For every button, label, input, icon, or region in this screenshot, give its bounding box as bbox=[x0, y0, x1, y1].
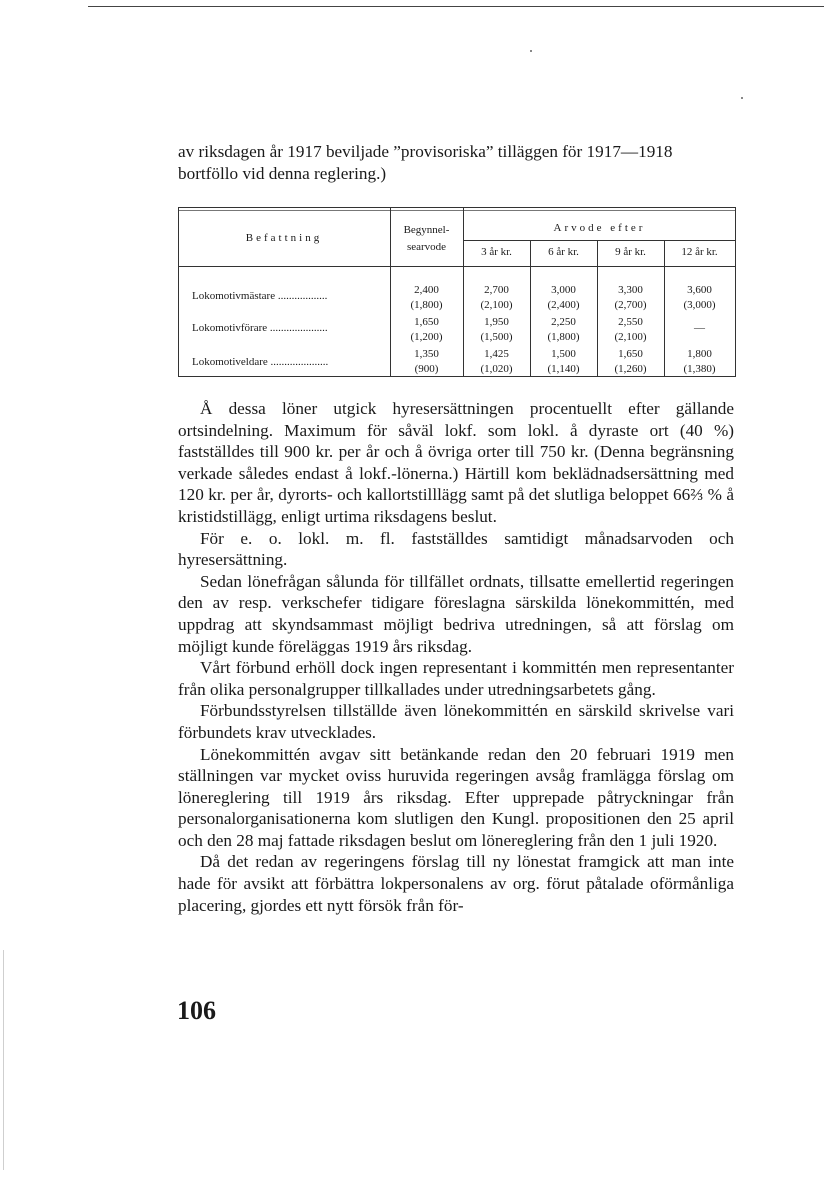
paragraph: Sedan lönefrågan sålunda för tillfället ordnats, tillsatte emellertid regeringen den av resp. verkschefer tidigare föreslagna särskilda lönekommittén, med uppdrag att skyndsammast möjligt bedriva utredningen, så att förslag om möjligt kunde föreläggas 1919 års riksdag. bbox=[178, 571, 734, 656]
cell: 1,800 (1,380) bbox=[683, 348, 716, 375]
row-label-lokomotivforare: Lokomotivförare ..................... bbox=[192, 322, 328, 334]
header-arvode-efter: Arvode efter bbox=[553, 222, 646, 234]
header-begynnel-line2: searvode bbox=[406, 241, 447, 253]
speck bbox=[530, 50, 532, 52]
subheader-9: 9 år kr. bbox=[615, 246, 646, 258]
cell: 2,550 (2,100) bbox=[614, 316, 647, 343]
intro-line: bortföllo vid denna reglering.) bbox=[178, 164, 387, 183]
cell: — bbox=[694, 322, 705, 334]
paragraph: Då det redan av regeringens förslag till ny lönestat framgick att man inte hade för avsikt att förbättra lokpersonalens av org. förut påtalade oförmånliga placering, gjordes ett nytt försök från för- bbox=[178, 852, 734, 915]
cell: 3,300 (2,700) bbox=[614, 284, 647, 311]
table-top-rule bbox=[178, 207, 736, 208]
row-label-lokomotiveldare: Lokomotiveldare ..................... bbox=[192, 356, 329, 368]
header-begynnel-line1: Begynnel- bbox=[403, 224, 450, 236]
cell: 1,650 (1,200) bbox=[410, 316, 443, 343]
header-befattning: Befattning bbox=[245, 232, 323, 244]
cell: 1,500 (1,140) bbox=[547, 348, 580, 375]
page-edge-mark bbox=[3, 950, 4, 1170]
cell: 2,250 (1,800) bbox=[547, 316, 580, 343]
subheader-12: 12 år kr. bbox=[681, 246, 718, 258]
arvode-header-rule bbox=[463, 240, 736, 241]
paragraph: Lönekommittén avgav sitt betänkande redan den 20 februari 1919 men ställningen var mycket oviss huruvida regeringen avsåg framlägga förslag om lönereglering till 1919 års riksdag. Efter upprepade påtryckningar från personalorganisationerna kom slutligen den Kungl. propositionen den 25 april och den 28 maj fattade riksdagen beslut om lönereglering från den 1 juli 1920. bbox=[178, 744, 734, 850]
paragraph: Å dessa löner utgick hyresersättningen procentuellt efter gällande ortsindelning. Maximum för såväl lokf. som lokl. å dyraste ort (40 %) fastställdes till 900 kr. per år och å övriga orter till 750 kr. (Denna begränsning verkade således endast å lokf.-lönerna.) Härtill kom beklädnadsersättning med 120 kr. per år, dyrorts- och kallortstilllägg samt på det slutliga beloppet 66⅔ % å kristidstillägg, enligt urtima riksdagens beslut. bbox=[178, 399, 734, 526]
intro-line: av riksdagen år 1917 beviljade ”provisoriska” tilläggen för 1917—1918 bbox=[178, 142, 673, 161]
top-border-line bbox=[88, 6, 824, 7]
cell: 2,400 (1,800) bbox=[410, 284, 443, 311]
table-top-rule-double bbox=[178, 210, 736, 211]
salary-table bbox=[178, 204, 736, 378]
cell: 3,600 (3,000) bbox=[683, 284, 716, 311]
body-text bbox=[178, 398, 734, 916]
intro-text bbox=[178, 141, 738, 185]
cell: 1,950 (1,500) bbox=[480, 316, 513, 343]
header-bottom-rule bbox=[178, 266, 736, 267]
cell: 1,650 (1,260) bbox=[614, 348, 647, 375]
row-label-lokomotivmastare: Lokomotivmästare .................. bbox=[192, 290, 328, 302]
speck bbox=[741, 97, 743, 99]
cell: 1,350 (900) bbox=[414, 348, 439, 375]
subheader-3: 3 år kr. bbox=[481, 246, 512, 258]
cell: 1,425 (1,020) bbox=[480, 348, 513, 375]
cell: 2,700 (2,100) bbox=[480, 284, 513, 311]
paragraph: Förbundsstyrelsen tillställde även lönekommittén en särskild skrivelse vari förbundets krav utvecklades. bbox=[178, 701, 734, 742]
cell: 3,000 (2,400) bbox=[547, 284, 580, 311]
paragraph: Vårt förbund erhöll dock ingen representant i kommittén men representanter från olika personalgrupper tillkallades under utredningsarbetets gång. bbox=[178, 658, 734, 699]
subheader-6: 6 år kr. bbox=[548, 246, 579, 258]
paragraph: För e. o. lokl. m. fl. fastställdes samtidigt månadsarvoden och hyresersättning. bbox=[178, 528, 734, 570]
page-number: 106 bbox=[177, 996, 216, 1025]
